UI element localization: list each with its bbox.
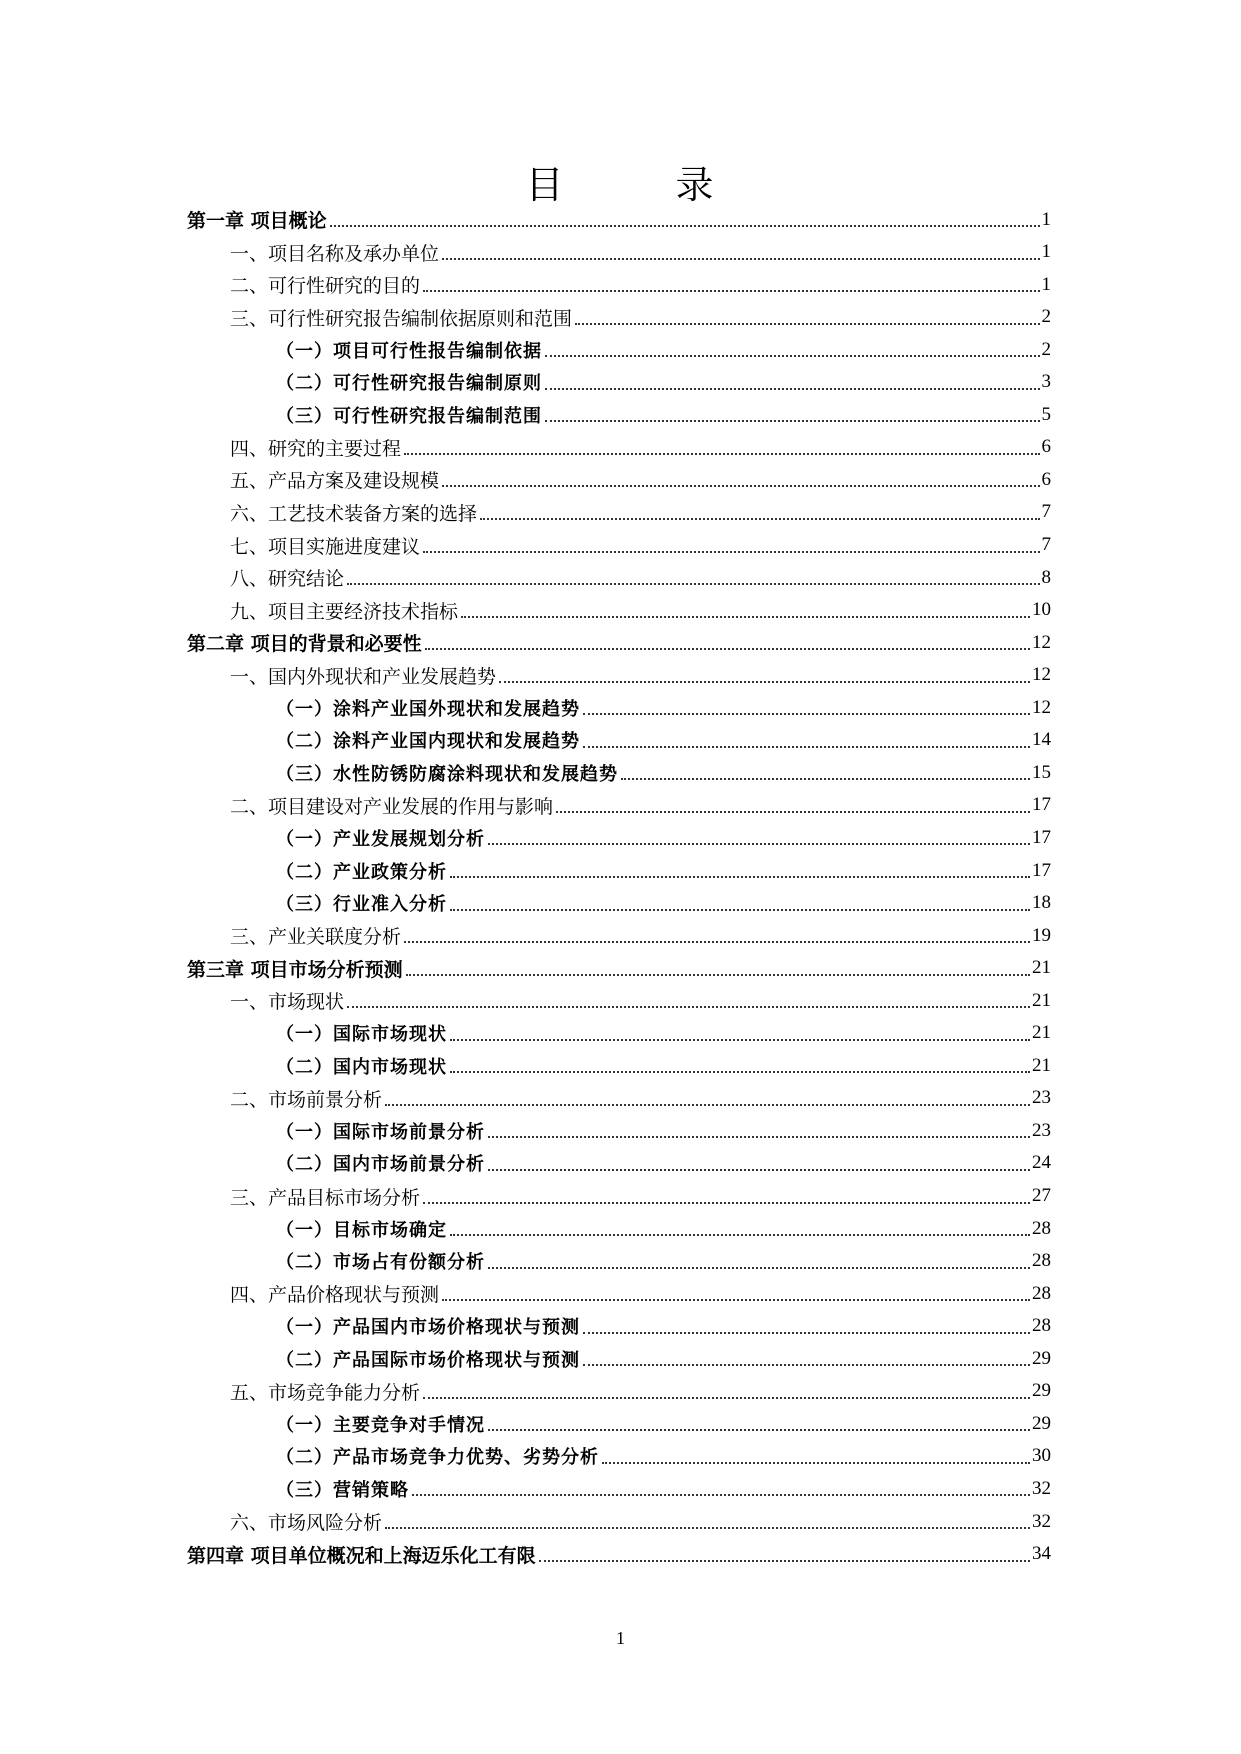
toc-entry-page: 21 <box>1032 1022 1051 1044</box>
toc-dot-leader <box>347 1005 1030 1008</box>
toc-entry-page: 5 <box>1041 403 1051 425</box>
toc-entry-title: （二）涂料产业国内现状和发展趋势 <box>276 731 580 753</box>
toc-entry-level-2[interactable] <box>230 463 1051 496</box>
toc-dot-leader <box>330 224 1040 227</box>
toc-entry-title: 三、产业关联度分析 <box>230 926 402 949</box>
toc-entry-level-2[interactable] <box>230 268 1051 301</box>
toc-entry-page: 24 <box>1032 1152 1051 1174</box>
toc-dot-leader <box>450 908 1030 911</box>
toc-dot-leader <box>450 1233 1030 1236</box>
toc-entry-page: 21 <box>1032 989 1051 1011</box>
toc-dot-leader <box>442 484 1039 487</box>
toc-entry-title: 八、研究结论 <box>230 568 345 591</box>
toc-entry-level-2[interactable] <box>230 236 1051 269</box>
toc-entry-level-2[interactable] <box>230 561 1051 594</box>
toc-entry-title: （二）市场占有份额分析 <box>276 1252 485 1274</box>
toc-entry-level-3[interactable] <box>276 398 1051 431</box>
toc-entry-page: 15 <box>1032 761 1051 783</box>
toc-dot-leader <box>423 1201 1030 1204</box>
toc-entry-title: 三、可行性研究报告编制依据原则和范围 <box>230 307 573 330</box>
toc-dot-leader <box>583 1363 1030 1366</box>
toc-title-right: 录 <box>675 163 716 207</box>
toc-dot-leader <box>488 1428 1030 1431</box>
toc-entry-page: 29 <box>1032 1412 1051 1434</box>
toc-entry-level-3[interactable] <box>276 854 1051 887</box>
toc-entry-page: 19 <box>1032 924 1051 946</box>
toc-dot-leader <box>423 550 1039 553</box>
toc-entry-page: 21 <box>1032 1054 1051 1076</box>
toc-entry-page: 8 <box>1041 566 1051 588</box>
toc-entry-level-2[interactable] <box>230 659 1051 692</box>
toc-dot-leader <box>602 1461 1030 1464</box>
toc-entry-level-3[interactable] <box>276 1245 1051 1278</box>
toc-entry-title: 第一章 项目概论 <box>187 210 327 232</box>
toc-entry-level-1[interactable] <box>187 626 1051 659</box>
toc-dot-leader <box>583 712 1030 715</box>
toc-entry-level-3[interactable] <box>276 1310 1051 1343</box>
toc-entry-title: （一）主要竞争对手情况 <box>276 1414 485 1436</box>
toc-entry-title: 二、可行性研究的目的 <box>230 275 421 298</box>
toc-entry-level-2[interactable] <box>230 301 1051 334</box>
toc-entry-title: （三）营销策略 <box>276 1479 409 1501</box>
toc-entry-title: （二）产业政策分析 <box>276 861 447 883</box>
toc-dot-leader <box>621 777 1030 780</box>
toc-entry-page: 21 <box>1032 957 1051 979</box>
toc-entry-title: 七、项目实施进度建议 <box>230 535 421 558</box>
toc-dot-leader <box>583 1331 1030 1334</box>
toc-dot-leader <box>488 1168 1030 1171</box>
toc-entry-title: （一）产业发展规划分析 <box>276 828 485 850</box>
toc-entry-level-3[interactable] <box>276 1049 1051 1082</box>
toc-entry-page: 1 <box>1041 273 1051 295</box>
toc-entry-title: 第二章 项目的背景和必要性 <box>187 633 422 656</box>
toc-entry-level-3[interactable] <box>276 1147 1051 1180</box>
toc-dot-leader <box>583 745 1030 748</box>
toc-entry-title: （一）产品国内市场价格现状与预测 <box>276 1317 580 1339</box>
toc-entry-page: 10 <box>1032 599 1051 621</box>
toc-dot-leader <box>385 1526 1030 1529</box>
toc-entry-page: 17 <box>1032 794 1051 816</box>
toc-entry-title: 六、市场风险分析 <box>230 1512 383 1534</box>
toc-dot-leader <box>450 875 1030 878</box>
toc-dot-leader <box>412 1493 1030 1496</box>
toc-entry-level-3[interactable] <box>276 1342 1051 1375</box>
toc-dot-leader <box>442 1298 1030 1301</box>
toc-entry-page: 12 <box>1032 631 1051 653</box>
toc-entry-title: （二）产品国际市场价格现状与预测 <box>276 1349 580 1371</box>
toc-entry-title: 第三章 项目市场分析预测 <box>187 958 403 981</box>
toc-dot-leader <box>347 582 1039 585</box>
toc-dot-leader <box>442 257 1039 260</box>
toc-entry-page: 3 <box>1041 371 1051 393</box>
toc-entry-level-2[interactable] <box>230 1505 1051 1538</box>
toc-entry-level-3[interactable] <box>276 1114 1051 1147</box>
toc-entry-title: （一）项目可行性报告编制依据 <box>276 340 542 362</box>
toc-entry-level-2[interactable] <box>230 984 1051 1017</box>
toc-entry-page: 23 <box>1032 1087 1051 1109</box>
toc-entry-level-3[interactable] <box>276 887 1051 920</box>
toc-dot-leader <box>545 354 1040 357</box>
toc-entry-level-3[interactable] <box>276 1212 1051 1245</box>
toc-dot-leader <box>488 1266 1030 1269</box>
toc-entry-level-1[interactable] <box>187 1538 1051 1571</box>
toc-entry-page: 17 <box>1032 859 1051 881</box>
toc-entry-title: （一）国际市场前景分析 <box>276 1121 485 1143</box>
toc-entry-title: 一、项目名称及承办单位 <box>230 242 440 265</box>
toc-entry-title: （三）水性防锈防腐涂料现状和发展趋势 <box>276 763 618 785</box>
toc-entry-page: 1 <box>1041 241 1051 263</box>
toc-dot-leader <box>545 419 1040 422</box>
page-number: 1 <box>616 1628 625 1648</box>
toc-entry-title: （一）国际市场现状 <box>276 1024 447 1046</box>
toc-entry-level-2[interactable] <box>230 431 1051 464</box>
toc-dot-leader <box>425 647 1030 650</box>
toc-entry-title: 三、产品目标市场分析 <box>230 1186 421 1209</box>
toc-entry-page: 28 <box>1032 1250 1051 1272</box>
toc-entry-page: 29 <box>1032 1380 1051 1402</box>
toc-dot-leader <box>404 940 1030 943</box>
toc-dot-leader <box>450 1038 1030 1041</box>
toc-entry-page: 14 <box>1032 729 1051 751</box>
toc-entry-level-3[interactable] <box>276 821 1051 854</box>
toc-entry-page: 12 <box>1032 696 1051 718</box>
toc-entry-title: （二）国内市场前景分析 <box>276 1154 485 1176</box>
toc-entry-level-2[interactable] <box>230 1277 1051 1310</box>
toc-dot-leader <box>556 810 1030 813</box>
toc-entry-page: 17 <box>1032 826 1051 848</box>
toc-entry-level-1[interactable] <box>187 203 1051 236</box>
toc-dot-leader <box>423 289 1039 292</box>
toc-title-left: 目 <box>525 163 566 207</box>
toc-dot-leader <box>539 1559 1030 1562</box>
toc-entry-level-3[interactable] <box>276 1407 1051 1440</box>
toc-entry-title: （一）涂料产业国外现状和发展趋势 <box>276 698 580 720</box>
toc-entry-title: （二）可行性研究报告编制原则 <box>276 373 542 395</box>
toc-dot-leader <box>461 615 1030 618</box>
toc-entry-page: 32 <box>1032 1510 1051 1532</box>
toc-entry-level-2[interactable] <box>230 1375 1051 1408</box>
toc-dot-leader <box>450 1070 1030 1073</box>
toc-entry-level-2[interactable] <box>230 594 1051 627</box>
toc-entry-level-3[interactable] <box>276 1017 1051 1050</box>
toc-entry-level-2[interactable] <box>230 919 1051 952</box>
toc-entry-page: 7 <box>1041 501 1051 523</box>
toc-dot-leader <box>404 452 1039 455</box>
toc-entry-title: 四、产品价格现状与预测 <box>230 1284 440 1307</box>
toc-entry-level-2[interactable] <box>230 529 1051 562</box>
toc-entry-page: 18 <box>1032 892 1051 914</box>
toc-entry-page: 1 <box>1041 208 1051 230</box>
toc-dot-leader <box>488 1135 1030 1138</box>
toc-entry-page: 29 <box>1032 1347 1051 1369</box>
toc-entry-level-3[interactable] <box>276 366 1051 399</box>
toc-entry-level-3[interactable] <box>276 724 1051 757</box>
toc-entry-title: 四、研究的主要过程 <box>230 437 402 460</box>
toc-entry-level-2[interactable] <box>230 1180 1051 1213</box>
toc-entry-level-3[interactable] <box>276 756 1051 789</box>
toc-entry-page: 23 <box>1032 1119 1051 1141</box>
toc-entry-page: 6 <box>1041 468 1051 490</box>
toc-entry-page: 2 <box>1041 338 1051 360</box>
toc-entry-level-3[interactable] <box>276 333 1051 366</box>
toc-entry-page: 34 <box>1032 1543 1051 1565</box>
toc-entry-title: （二）国内市场现状 <box>276 1056 447 1078</box>
toc-entry-page: 28 <box>1032 1315 1051 1337</box>
toc-entry-title: （三）行业准入分析 <box>276 894 447 916</box>
toc-entry-title: （一）目标市场确定 <box>276 1219 447 1241</box>
toc-entry-page: 6 <box>1041 436 1051 458</box>
toc-entry-title: 一、市场现状 <box>230 991 345 1014</box>
toc-title <box>0 162 1241 208</box>
toc-dot-leader <box>575 322 1039 325</box>
toc-entry-level-2[interactable] <box>230 496 1051 529</box>
toc-entry-title: 二、市场前景分析 <box>230 1088 383 1111</box>
toc-entry-title: 五、产品方案及建设规模 <box>230 470 440 493</box>
toc-dot-leader <box>488 842 1030 845</box>
toc-entry-page: 12 <box>1032 664 1051 686</box>
toc-entry-level-3[interactable] <box>276 1472 1051 1505</box>
toc-entry-page: 32 <box>1032 1477 1051 1499</box>
toc-entry-page: 30 <box>1032 1445 1051 1467</box>
toc-dot-leader <box>385 1103 1030 1106</box>
toc-entry-page: 2 <box>1041 306 1051 328</box>
toc-entry-level-3[interactable] <box>276 1440 1051 1473</box>
toc-dot-leader <box>406 973 1030 976</box>
toc-entry-title: 五、市场竞争能力分析 <box>230 1381 421 1404</box>
toc-entry-page: 7 <box>1041 534 1051 555</box>
toc-entry-title: 九、项目主要经济技术指标 <box>230 600 459 623</box>
toc-entry-title: 第四章 项目单位概况和上海迈乐化工有限 <box>187 1544 536 1567</box>
toc-entry-title: （三）可行性研究报告编制范围 <box>276 405 542 427</box>
toc-dot-leader <box>545 387 1040 390</box>
toc-entry-title: （二）产品市场竞争力优势、劣势分析 <box>276 1447 599 1469</box>
toc-entry-page: 28 <box>1032 1217 1051 1239</box>
toc-entry-level-3[interactable] <box>276 691 1051 724</box>
toc-entry-title: 六、工艺技术装备方案的选择 <box>230 502 478 525</box>
toc-entry-title: 一、国内外现状和产业发展趋势 <box>230 665 497 688</box>
toc-entry-title: 二、项目建设对产业发展的作用与影响 <box>230 795 554 818</box>
toc-dot-leader <box>499 680 1030 683</box>
toc-dot-leader <box>480 517 1039 520</box>
toc-dot-leader <box>423 1396 1030 1399</box>
toc-entry-page: 27 <box>1032 1185 1051 1206</box>
toc-entry-level-2[interactable] <box>230 1082 1051 1115</box>
toc-entry-page: 28 <box>1032 1282 1051 1304</box>
toc-entry-level-1[interactable] <box>187 952 1051 985</box>
toc-entry-level-2[interactable] <box>230 789 1051 822</box>
